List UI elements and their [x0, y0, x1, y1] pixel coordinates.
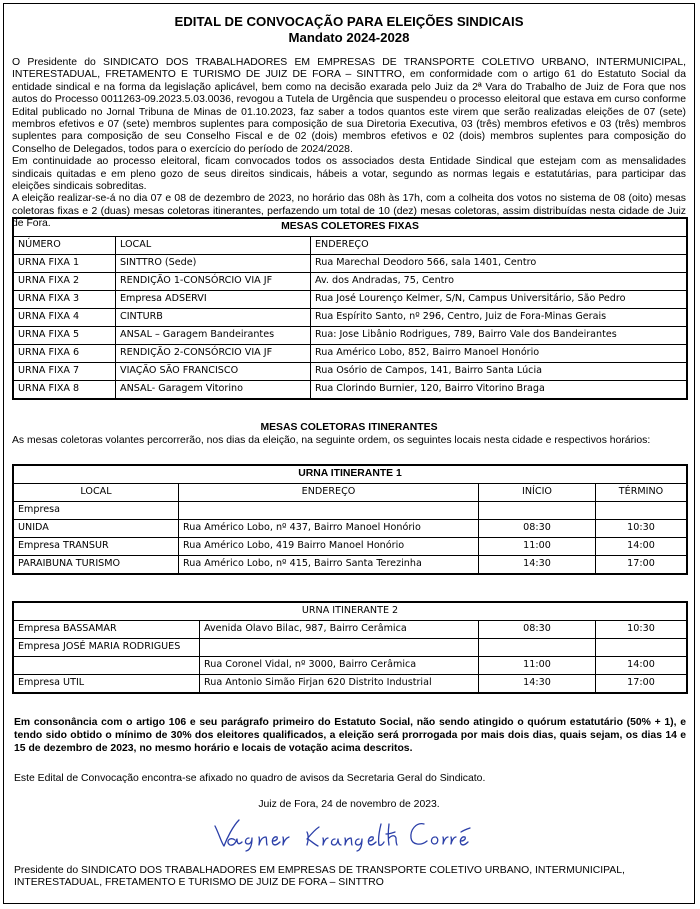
urna2-table [13, 602, 687, 693]
table-cell: RENDIÇÃO 2-CONSÓRCIO VIA JF [116, 345, 311, 363]
table-cell: Empresa BASSAMAR [14, 621, 200, 639]
table-cell: Rua Antonio Simão Firjan 620 Distrito Industrial [200, 675, 479, 693]
table-cell: 08:30 [479, 520, 596, 538]
table-cell [14, 657, 200, 675]
table-cell: URNA FIXA 4 [14, 309, 116, 327]
fixas-row [14, 255, 687, 273]
fixas-row [14, 345, 687, 363]
table-cell: 11:00 [479, 538, 596, 556]
table-cell: Empresa ADSERVI [116, 291, 311, 309]
table-cell: UNIDA [14, 520, 179, 538]
table-cell: Rua Américo Lobo, nº 415, Bairro Santa Terezinha [179, 556, 479, 574]
fixas-row [14, 273, 687, 291]
table-cell: 14:30 [479, 675, 596, 693]
table-cell [479, 639, 596, 657]
table-cell: Rua Clorindo Burnier, 120, Bairro Vitorino Braga [311, 381, 687, 399]
table-cell: SINTTRO (Sede) [116, 255, 311, 273]
fixas-header-row [14, 237, 687, 255]
table-cell: 14:00 [596, 657, 687, 675]
header-cell: TÉRMINO [596, 484, 687, 502]
table-cell: Empresa TRANSUR [14, 538, 179, 556]
urna1-pre-row [14, 502, 687, 520]
table-cell: Rua Osório de Campos, 141, Bairro Santa Lúcia [311, 363, 687, 381]
table-cell: 10:30 [596, 520, 687, 538]
table-cell: Rua Américo Lobo, 852, Bairro Manoel Honório [311, 345, 687, 363]
signature-image [209, 812, 489, 852]
urna1-caption: URNA ITINERANTE 1 [14, 466, 687, 484]
table-cell: URNA FIXA 5 [14, 327, 116, 345]
table-cell: URNA FIXA 7 [14, 363, 116, 381]
intro-paragraph-1: O Presidente do SINDICATO DOS TRABALHADORES EM EMPRESAS DE TRANSPORTE COLETIVO URBANO, INTERMUNICIPAL, INTERESTADUAL, FRETAMENTO E TURISMO DE JUIZ DE FORA – SINTTRO, em conformidade com o artigo 61 do Estatuto Social da entidade sindical e na forma da legislação aplicável, bem como na decisão exarada pelo Juiz da 2ª Vara do Trabalho de Juiz de Fora que nos autos do Processo 0011263-09.2023.5.03.0036, revogou a Tutela de Urgência que suspendeu o processo eleitoral que estava em curso conforme Edital publicado no Jornal Tribuna de Minas de 01.10.2023, faz saber a todos quantos este virem que serão realizadas eleições de 07 (sete) membros efetivos e 07 (sete) membros suplentes para composição de sua Diretoria Executiva, 03 (três) membros efetivos e 03 (três) membros suplentes para composição de seu Conselho Fiscal e de 02 (dois) membros efetivos e 02 (dois) membros suplentes para composição do Conselho de Delegados, todos para o exercício do período de 2024/2028. [12, 57, 686, 155]
itinerantes-note: As mesas coletoras volantes percorrerão, nos dias da eleição, na seguinte ordem, os seguintes locais nesta cidade e respectivos horários: [12, 435, 651, 446]
table-cell: Rua José Lourenço Kelmer, S/N, Campus Universitário, São Pedro [311, 291, 687, 309]
table-cell [200, 639, 479, 657]
fixas-row [14, 363, 687, 381]
table-cell: Rua: Jose Libânio Rodrigues, 789, Bairro Vale dos Bandeirantes [311, 327, 687, 345]
local-cell: Empresa [14, 502, 179, 520]
urna1-header-row [14, 484, 687, 502]
footer-text: Presidente do SINDICATO DOS TRABALHADORES EM EMPRESAS DE TRANSPORTE COLETIVO URBANO, INTERMUNICIPAL, INTERESTADUAL, FRETAMENTO E TURISMO DE JUIZ DE FORA – SINTTRO [14, 865, 625, 889]
fixas-row [14, 309, 687, 327]
edital-page [3, 3, 695, 904]
table-cell: 11:00 [479, 657, 596, 675]
urna1-table [13, 465, 687, 574]
urna1-row [14, 556, 687, 574]
intro-text [12, 57, 686, 231]
itinerantes-title: MESAS COLETORAS ITINERANTES [260, 422, 438, 433]
closing-paragraph: Em consonância com o artigo 106 e seu parágrafo primeiro do Estatuto Social, não sendo atingido o quórum estatutário (50% + 1), e tendo sido obtido o mínimo de 30% dos eleitores qualificados, a eleição será prorrogada por mais dois dias, quais sejam, os dias 14 e 15 de dezembro de 2023, no mesmo horário e locais de votação acima descritos. [14, 717, 686, 754]
date-line: Juiz de Fora, 24 de novembro de 2023. [258, 799, 440, 810]
header-cell: INÍCIO [479, 484, 596, 502]
table-cell: Rua Coronel Vidal, nº 3000, Bairro Cerâmica [200, 657, 479, 675]
document-title [4, 14, 694, 45]
fixas-row [14, 381, 687, 399]
table-cell [596, 639, 687, 657]
table-cell: Av. dos Andradas, 75, Centro [311, 273, 687, 291]
table-cell: Rua Américo Lobo, 419 Bairro Manoel Honório [179, 538, 479, 556]
table-cell: Rua Marechal Deodoro 566, sala 1401, Centro [311, 255, 687, 273]
urna2-caption: URNA ITINERANTE 2 [14, 603, 687, 621]
table-cell: 14:30 [479, 556, 596, 574]
fixas-row [14, 291, 687, 309]
header-cell: LOCAL [116, 237, 311, 255]
header-cell: LOCAL [14, 484, 179, 502]
subtitle-line: Mandato 2024-2028 [288, 29, 410, 45]
notice-line: Este Edital de Convocação encontra-se afixado no quadro de avisos da Secretaria Geral do Sindicato. [14, 773, 486, 784]
fixas-table [13, 218, 687, 399]
table-cell: 17:00 [596, 675, 687, 693]
urna2-row [14, 639, 687, 657]
urna2-row [14, 675, 687, 693]
table-cell: 10:30 [596, 621, 687, 639]
urna1-row [14, 520, 687, 538]
urna1-table-box [12, 464, 688, 575]
table-cell: Rua Américo Lobo, nº 437, Bairro Manoel Honório [179, 520, 479, 538]
table-cell: URNA FIXA 1 [14, 255, 116, 273]
header-cell: NÚMERO [14, 237, 116, 255]
intro-paragraph-2: Em continuidade ao processo eleitoral, ficam convocados todos os associados desta Entidade Sindical que estejam com as mensalidades sindicais quitadas e em pleno gozo de seus direitos sindicais, hábeis a votar, segundo as normas legais e estatutárias, para participar das eleições sindicais sobreditas. [12, 156, 686, 193]
table-cell: PARAIBUNA TURISMO [14, 556, 179, 574]
fixas-table-box [12, 217, 688, 400]
table-cell: URNA FIXA 8 [14, 381, 116, 399]
table-cell: Empresa JOSÉ MARIA RODRIGUES [14, 639, 200, 657]
table-cell: Empresa UTIL [14, 675, 200, 693]
title-line: EDITAL DE CONVOCAÇÃO PARA ELEIÇÕES SINDICAIS [174, 14, 524, 29]
table-cell: ANSAL – Garagem Bandeirantes [116, 327, 311, 345]
table-cell: URNA FIXA 2 [14, 273, 116, 291]
table-cell: URNA FIXA 6 [14, 345, 116, 363]
intro-paragraph-3: A eleição realizar-se-á no dia 07 e 08 de dezembro de 2023, no horário das 08h às 17h, com a colheita dos votos no sistema de 08 (oito) mesas coletoras fixas e 2 (duas) mesas coletoras itinerantes, perfazendo um total de 10 (dez) mesas coletoras, assim distribuídas nesta cidade de Juiz de Fora. [12, 193, 686, 230]
fixas-row [14, 327, 687, 345]
table-cell: RENDIÇÃO 1-CONSÓRCIO VIA JF [116, 273, 311, 291]
table-cell: URNA FIXA 3 [14, 291, 116, 309]
table-cell: 08:30 [479, 621, 596, 639]
table-cell: 14:00 [596, 538, 687, 556]
table-cell: VIAÇÃO SÃO FRANCISCO [116, 363, 311, 381]
table-cell: Rua Espírito Santo, nº 296, Centro, Juiz de Fora-Minas Gerais [311, 309, 687, 327]
table-cell: Avenida Olavo Bilac, 987, Bairro Cerâmica [200, 621, 479, 639]
header-cell: ENDEREÇO [179, 484, 479, 502]
urna2-row [14, 657, 687, 675]
urna2-row [14, 621, 687, 639]
table-cell: 17:00 [596, 556, 687, 574]
fixas-caption: MESAS COLETORES FIXAS [14, 219, 687, 237]
urna1-row [14, 538, 687, 556]
table-cell: ANSAL- Garagem Vitorino [116, 381, 311, 399]
urna2-table-box [12, 601, 688, 694]
table-cell: CINTURB [116, 309, 311, 327]
header-cell: ENDEREÇO [311, 237, 687, 255]
